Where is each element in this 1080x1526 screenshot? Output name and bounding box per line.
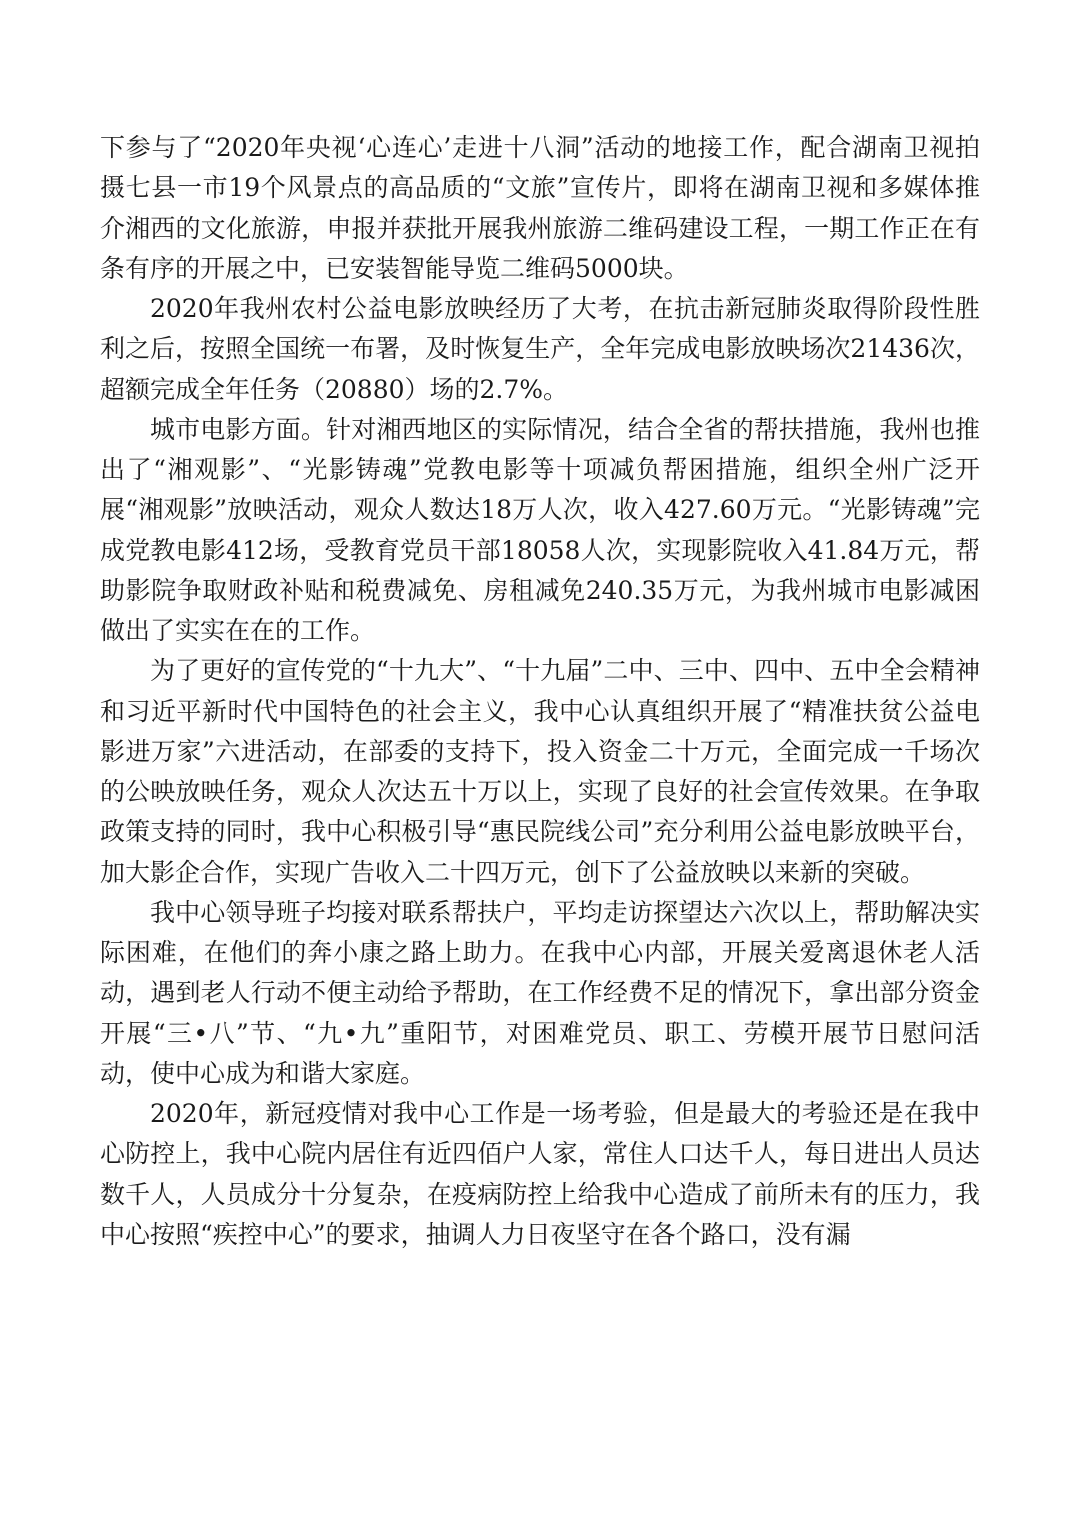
paragraph-continuation: 下参与了“2020年央视‘心连心’走进十八洞”活动的地接工作，配合湖南卫视拍摄七县一市19个风景点的高品质的“文旅”宣传片，即将在湖南卫视和多媒体推介湘西的文化旅游，申报并获批开展我州旅游二维码建设工程，一期工作正在有条有序的开展之中，已安装智能导览二维码5000块。 bbox=[100, 133, 980, 283]
paragraph-city-film: 城市电影方面。针对湘西地区的实际情况，结合全省的帮扶措施，我州也推出了“湘观影”、“光影铸魂”党教电影等十项减负帮困措施，组织全州广泛开展“湘观影”放映活动，观众人数达18万人次，收入427.60万元。“光影铸魂”完成党教电影412场，受教育党员干部18058人次，实现影院收入41.84万元，帮助影院争取财政补贴和税费减免、房租减免240.35万元，为我州城市电影减困做出了实实在在的工作。 bbox=[100, 414, 980, 645]
document-body bbox=[100, 128, 980, 1255]
paragraph-publicity: 为了更好的宣传党的“十九大”、“十九届”二中、三中、四中、五中全会精神和习近平新时代中国特色的社会主义，我中心认真组织开展了“精准扶贫公益电影进万家”六进活动，在部委的支持下，投入资金二十万元，全面完成一千场次的公映放映任务，观众人次达五十万以上，实现了良好的社会宣传效果。在争取政策支持的同时，我中心积极引导“惠民院线公司”充分利用公益电影放映平台，加大影企合作，实现广告收入二十四万元，创下了公益放映以来新的突破。 bbox=[100, 656, 980, 887]
paragraph-rural-film: 2020年我州农村公益电影放映经历了大考，在抗击新冠肺炎取得阶段性胜利之后，按照全国统一布署，及时恢复生产，全年完成电影放映场次21436次，超额完成全年任务（20880）场的2.7%。 bbox=[100, 294, 980, 404]
paragraph-poverty-aid: 我中心领导班子均接对联系帮扶户，平均走访探望达六次以上，帮助解决实际困难，在他们的奔小康之路上助力。在我中心内部，开展关爱离退休老人活动，遇到老人行动不便主动给予帮助，在工作经费不足的情况下，拿出部分资金开展“三•八”节、“九•九”重阳节，对困难党员、职工、劳模开展节日慰问活动，使中心成为和谐大家庭。 bbox=[100, 897, 980, 1088]
paragraph-epidemic: 2020年，新冠疫情对我中心工作是一场考验，但是最大的考验还是在我中心防控上，我中心院内居住有近四佰户人家，常住人口达千人，每日进出人员达数千人，人员成分十分复杂，在疫病防控上给我中心造成了前所未有的压力，我中心按照“疾控中心”的要求，抽调人力日夜坚守在各个路口，没有漏 bbox=[100, 1099, 980, 1249]
